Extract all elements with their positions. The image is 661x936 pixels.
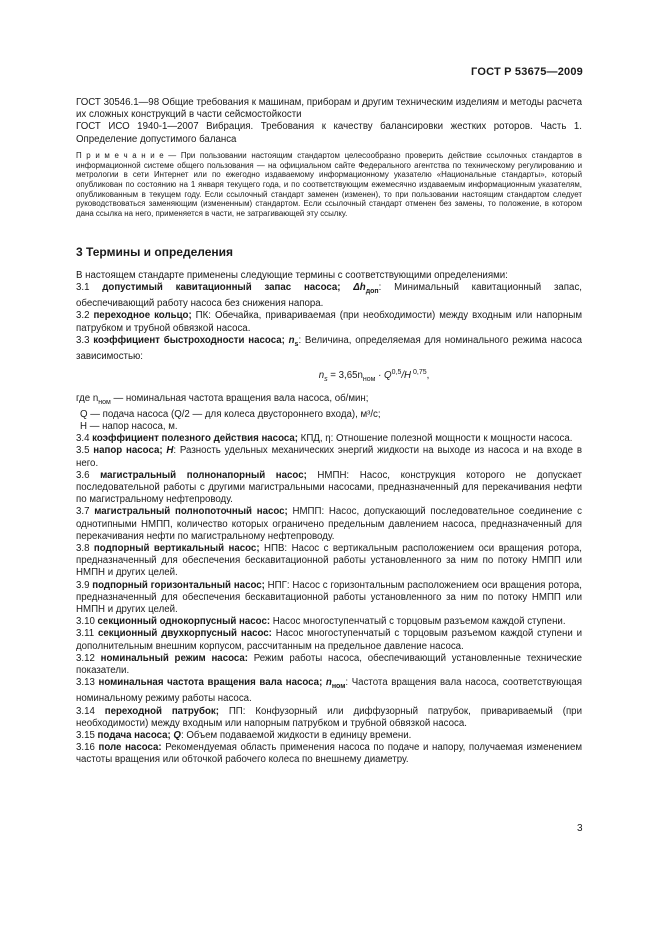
term-definition: : Частота вращения вала насоса, соответствующая номинальному режиму работы насоса. xyxy=(76,677,583,705)
term-3-15 xyxy=(76,730,582,742)
term-symbol-subscript: доп xyxy=(365,288,379,296)
page-content xyxy=(76,97,582,767)
term-definition: : Объем подаваемой жидкости в единицу времени. xyxy=(180,729,412,741)
term-3-14 xyxy=(76,706,582,730)
term-name: подпорный горизонтальный насос; xyxy=(92,579,265,591)
term-definition: : Минимальный кавитационный запас, обеспечивающий работу насоса без снижения напора. xyxy=(76,282,582,310)
term-symbol-subscript: s xyxy=(294,340,299,348)
term-3-8 xyxy=(76,543,582,580)
term-name: напор насоса; xyxy=(93,445,163,457)
term-definition: : Разность удельных механических энергий жидкости на выходе из насоса и на входе в него. xyxy=(76,445,582,469)
reference-2: ГОСТ ИСО 1940-1—2007 Вибрация. Требования к качеству балансировки жестких роторов. Часть 1. Определение допустимого баланса xyxy=(76,121,582,145)
term-number: 3.13 xyxy=(76,677,99,689)
term-definition: : Величина, определяемая для номинального режима насоса зависимостью: xyxy=(76,334,582,363)
term-3-10 xyxy=(76,616,582,628)
term-3-4 xyxy=(76,433,582,445)
section-title: 3 Термины и определения xyxy=(76,244,234,259)
term-name: переходное кольцо; xyxy=(93,310,192,322)
term-name: секционный двухкорпусный насос: xyxy=(97,628,272,640)
term-name: магистральный полнопоточный насос; xyxy=(94,506,288,518)
term-name: номинальная частота вращения вала насоса; xyxy=(98,677,323,689)
term-definition: НМПН: Насос, конструкция которого не допускает последовательной работы с другими магистральными насосами, предназначенный для перекачивания нефти по магистральному нефтепроводу. xyxy=(76,469,582,506)
page-number: 3 xyxy=(577,823,583,834)
term-number: 3.10 xyxy=(76,616,98,628)
term-symbol: n xyxy=(322,677,332,689)
term-number: 3.4 xyxy=(76,433,93,445)
term-3-12 xyxy=(76,653,582,677)
term-definition: ПП: Конфузорный или диффузорный патрубок, привариваемый (при необходимости) между входным или напорным патрубком и трубной обвязкой насоса. xyxy=(76,705,582,729)
term-definition: КПД, η: Отношение полезной мощности к мощности насоса. xyxy=(297,433,573,445)
term-definition: Насос многоступенчатый с торцовым разъемом каждой ступени. xyxy=(270,616,566,628)
term-number: 3.3 xyxy=(76,334,94,346)
term-symbol: H xyxy=(162,445,174,457)
term-number: 3.8 xyxy=(76,542,94,554)
term-name: переходной патрубок; xyxy=(104,705,219,717)
term-number: 3.12 xyxy=(76,652,101,664)
note: П р и м е ч а н и е — При пользовании настоящим стандартом целесообразно проверить действие ссылочных стандартов в информационной системе общего пользования — на официальном сайте Федерального агентства по техническому регулированию и метрологии в сети Интернет или по ежегодно издаваемому информационному указателю «Национальные стандарты», который опубликован по состоянию на 1 января текущего года, и по соответствующим ежемесячно издаваемым информационным указателям, опубликованным в текущем году. Если ссылочный стандарт заменен (изменен), то при пользовании настоящим стандартом следует руководствоваться заменяющим (измененным) стандартом. Если ссылочный стандарт отменен без замены, то положение, в котором дана ссылка на него, применяется в части, не затрагивающей эту ссылку. xyxy=(76,150,582,219)
where-line-2: Q — подача насоса (Q/2 — для колеса двустороннего входа), м³/с; xyxy=(80,408,381,420)
term-name: подача насоса; xyxy=(97,729,171,741)
term-number: 3.15 xyxy=(76,729,98,741)
term-3-5 xyxy=(76,445,582,469)
term-symbol: Q xyxy=(170,729,181,741)
terms-list xyxy=(76,282,582,766)
term-name: магистральный полнонапорный насос; xyxy=(100,469,307,481)
term-name: поле насоса: xyxy=(98,742,162,754)
term-symbol: n xyxy=(284,334,295,346)
term-name: коэффициент полезного действия насоса; xyxy=(92,433,298,445)
term-symbol-subscript: ном xyxy=(331,683,346,691)
term-definition: Насос многоступенчатый с торцовым разъемом каждой ступени и дополнительным внешним корпусом, рассчитанным на предельное давление насоса. xyxy=(76,628,582,652)
term-3-11 xyxy=(76,628,582,652)
term-3-1 xyxy=(76,282,582,310)
term-definition: Режим работы насоса, обеспечивающий установленные технические показатели. xyxy=(76,652,583,677)
term-number: 3.11 xyxy=(76,628,98,640)
term-definition: НПГ: Насос с горизонтальным расположением оси вращения ротора, предназначенный для обеспечения бескавитационной работы установленного за ним по потоку НМПП или НМПН и других целей. xyxy=(76,579,582,615)
term-name: коэффициент быстроходности насоса; xyxy=(93,334,285,346)
term-number: 3.2 xyxy=(76,310,94,322)
term-definition: Рекомендуемая область применения насоса по подаче и напору, получаемая изменением частоты вращения или обточкой рабочего колеса по внешнему диаметру. xyxy=(76,742,583,766)
term-name: подпорный вертикальный насос; xyxy=(93,542,260,554)
term-number: 3.16 xyxy=(76,742,99,754)
term-name: секционный однокорпусный насос: xyxy=(97,616,271,628)
term-3-6 xyxy=(76,470,582,507)
term-definition: НПВ: Насос с вертикальным расположением оси вращения ротора, предназначенный для обеспечения бескавитационной работы установленного за ним по потоку НМПП или НМПН и других целей. xyxy=(76,542,582,579)
term-3-9 xyxy=(76,580,582,617)
term-definition: ПК: Обечайка, привариваемая (при необходимости) между входным или напорным патрубком и трубной обвязкой насоса. xyxy=(76,310,582,334)
where-line-1: где $n_{ном}$ — номинальная частота вращения вала насоса, об/мин; xyxy=(76,392,369,406)
term-3-2 xyxy=(76,310,582,334)
term-definition: НМПП: Насос, допускающий последовательное соединение с однотипными НМПП, количество которых ограничено предельным давлением насоса, предназначенный для перекачивания нефти по магистральному нефтепроводу. xyxy=(76,506,582,542)
term-number: 3.5 xyxy=(76,445,94,457)
term-3-13 xyxy=(76,677,582,705)
section-intro: В настоящем стандарте применены следующие термины с соответствующими определениями: xyxy=(76,269,508,281)
term-3-7 xyxy=(76,506,582,543)
reference-1: ГОСТ 30546.1—98 Общие требования к машинам, приборам и другим техническим изделиям и методы расчета их сложных конструкций в части сейсмостойкости xyxy=(76,97,582,121)
document-header: ГОСТ Р 53675—2009 xyxy=(471,66,583,78)
term-name: номинальный режим насоса: xyxy=(100,652,248,664)
term-number: 3.6 xyxy=(76,469,101,481)
term-number: 3.7 xyxy=(76,506,95,518)
term-3-3 xyxy=(76,335,582,363)
where-line-3: H — напор насоса, м. xyxy=(80,420,178,432)
term-symbol: Δh xyxy=(340,282,366,294)
formula: $n_s = 3,65n_{ном} \cdot Q^{0,5}/H$ $^{0,75}$, xyxy=(318,369,430,384)
term-name: допустимый кавитационный запас насоса; xyxy=(102,282,341,294)
term-number: 3.1 xyxy=(76,282,103,294)
term-3-16 xyxy=(76,742,582,766)
term-number: 3.14 xyxy=(76,705,105,717)
term-number: 3.9 xyxy=(76,579,93,591)
formula-block xyxy=(76,367,582,433)
